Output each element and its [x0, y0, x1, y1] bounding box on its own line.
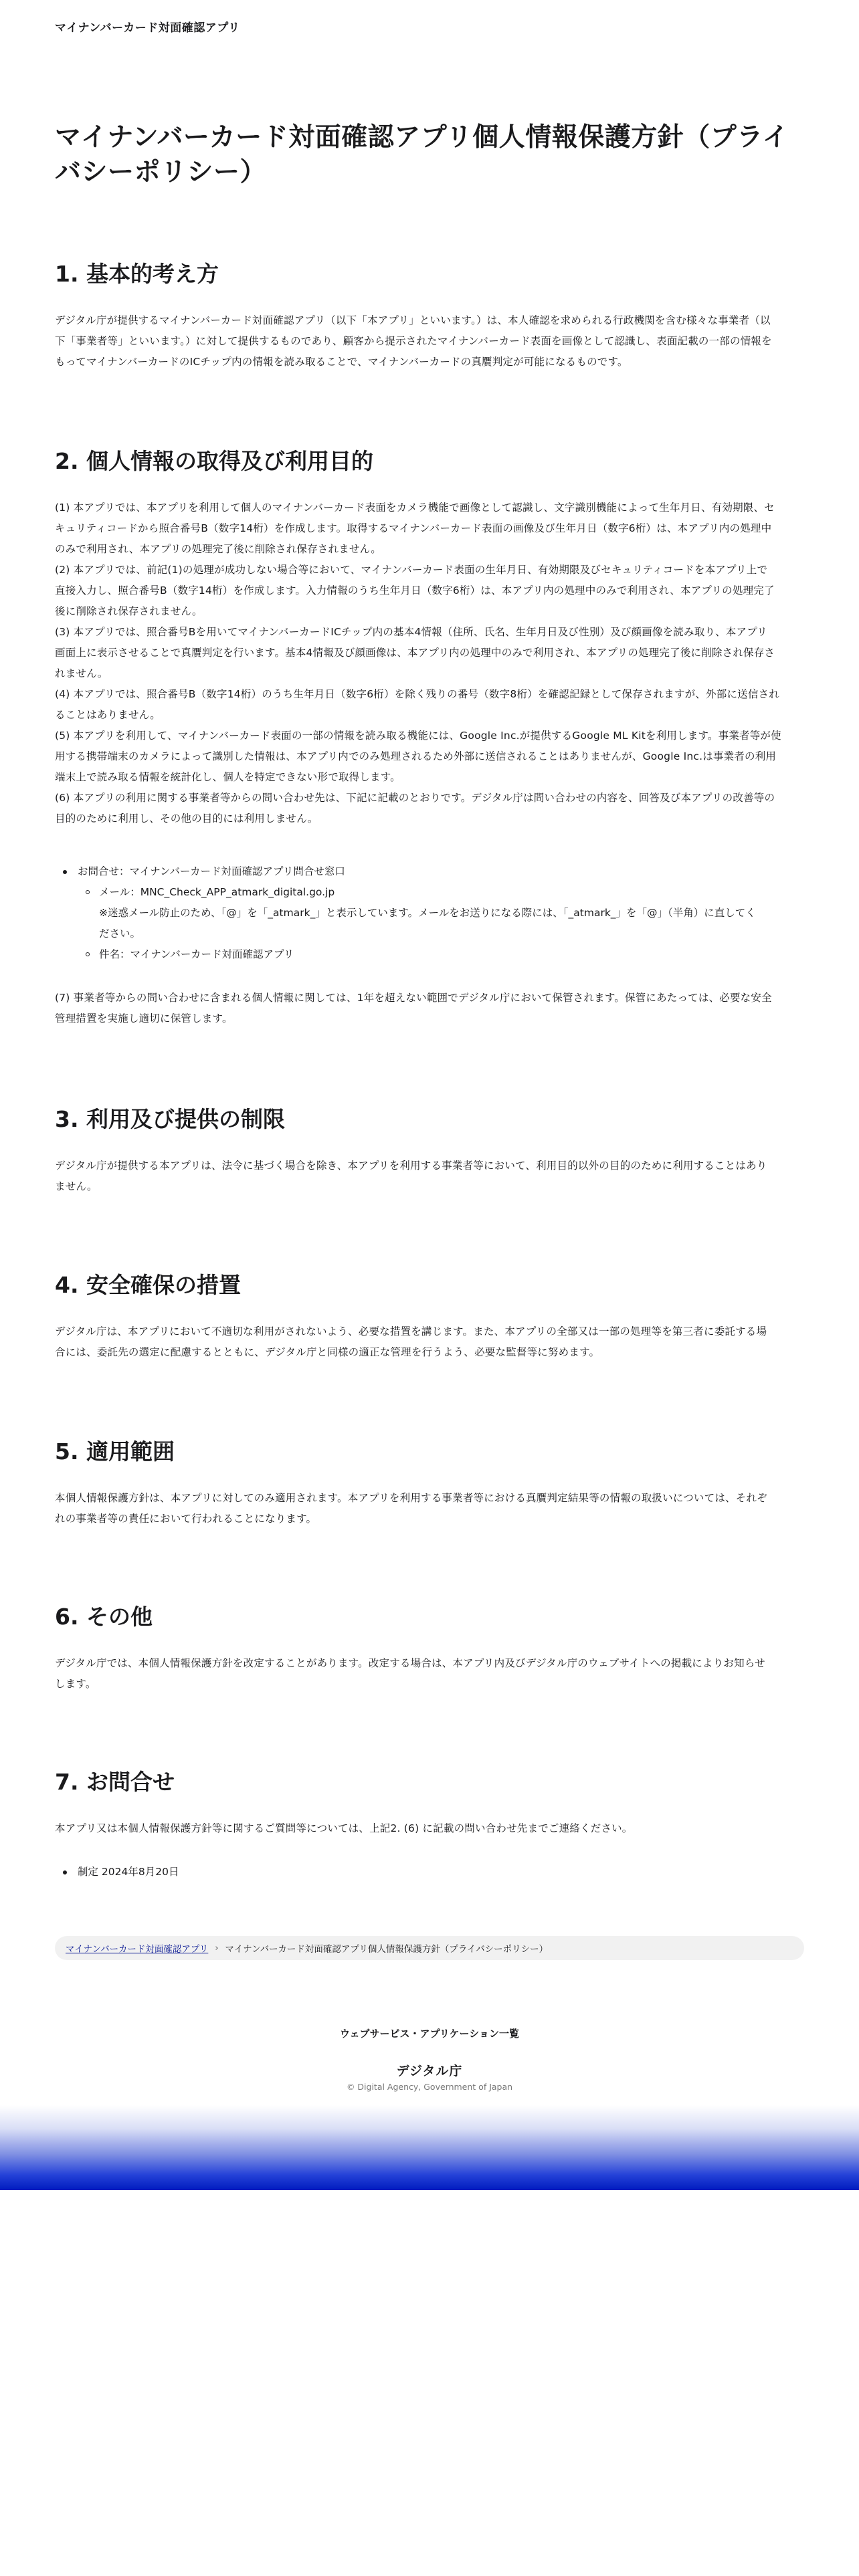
section-6-body: [55, 1653, 804, 1695]
site-header-title[interactable]: マイナンバーカード対面確認アプリ: [55, 21, 240, 35]
contact-subject: 件名：マイナンバーカード対面確認アプリ: [99, 948, 294, 960]
section-4-line: デジタル庁は、本アプリにおいて不適切な利用がされないよう、必要な措置を講じます。また、本アプリの全部又は一部の処理等を第三者に委託する場: [55, 1325, 767, 1337]
contact-email-item: [78, 882, 804, 944]
section-2-body: [55, 498, 804, 829]
section-2-line: (6) 本アプリの利用に関する事業者等からの問い合わせ先は、下記に記載のとおりです。デジタル庁は問い合わせの内容を、回答及び本アプリの改善等の: [55, 792, 775, 804]
section-2-line: 端末上で読み取る情報を統計化し、個人を特定できない形で取得します。: [55, 771, 401, 783]
section-2-line: キュリティコードから照合番号B（数字14桁）を作成します。取得するマイナンバーカード表面の画像及び生年月日（数字6桁）は、本アプリ内の処理中: [55, 522, 772, 534]
section-2-heading: 2. 個人情報の取得及び利用目的: [55, 448, 373, 474]
section-2-line: 後に削除され保存されません。: [55, 605, 203, 617]
section-4-body: [55, 1321, 804, 1363]
section-1-line: もってマイナンバーカードのICチップ内の情報を読み取ることで、マイナンバーカードの真贋判定が可能になるものです。: [55, 356, 628, 368]
section-6-line: デジタル庁では、本個人情報保護方針を改定することがあります。改定する場合は、本アプリ内及びデジタル庁のウェブサイトへの掲載によりお知らせ: [55, 1657, 765, 1669]
section-3-line: デジタル庁が提供する本アプリは、法令に基づく場合を除き、本アプリを利用する事業者等において、利用目的以外の目的のために利用することはあり: [55, 1160, 767, 1172]
section-7-line: 本アプリ又は本個人情報保護方針等に関するご質問等については、上記2. (6) に記載の問い合わせ先までご連絡ください。: [55, 1822, 633, 1834]
section-5-line: 本個人情報保護方針は、本アプリに対してのみ適用されます。本アプリを利用する事業者等における真贋判定結果等の情報の取扱いについては、それぞ: [55, 1492, 767, 1504]
section-4-line: 合には、委託先の選定に配慮するとともに、デジタル庁と同様の適正な管理を行うよう、必要な監督等に努めます。: [55, 1346, 600, 1358]
contact-label: お問合せ：マイナンバーカード対面確認アプリ問合せ窓口: [78, 865, 345, 877]
established-date: 制定 2024年8月20日: [78, 1866, 179, 1878]
contact-item: [55, 861, 804, 965]
retention-line: 管理措置を実施し適切に保管します。: [55, 1012, 233, 1025]
contact-note-line: ※迷惑メール防止のため、「@」を「_atmark_」と表示しています。メールをお送りになる際には、「_atmark_」を「@」（半角）に直してく: [99, 907, 756, 919]
section-3-body: [55, 1156, 804, 1197]
section-2-line: 目的のために利用し、その他の目的には利用しません。: [55, 813, 318, 825]
section-6-heading: 6. その他: [55, 1604, 153, 1630]
section-2-line: (2) 本アプリでは、前記(1)の処理が成功しない場合等において、マイナンバーカード表面の生年月日、有効期限及びセキュリティコードを本アプリ上で: [55, 564, 768, 576]
section-2-line: 画面上に表示させることで真贋判定を行います。基本4情報及び顔画像は、本アプリ内の処理中のみで利用され、本アプリの処理完了後に削除され保存さ: [55, 647, 775, 659]
footer-logo[interactable]: デジタル庁: [396, 2064, 463, 2078]
section-1-body: [55, 310, 804, 372]
section-5-heading: 5. 適用範囲: [55, 1438, 175, 1465]
section-2-line: のみで利用され、本アプリの処理完了後に削除され保存されません。: [55, 543, 381, 555]
section-3-line: ません。: [55, 1180, 98, 1192]
footer-copyright: © Digital Agency, Government of Japan: [346, 2082, 513, 2092]
page-title: マイナンバーカード対面確認アプリ個人情報保護方針（プライバシーポリシー）: [55, 122, 789, 187]
section-2-line: (5) 本アプリを利用して、マイナンバーカード表面の一部の情報を読み取る機能には、Google Inc.が提供するGoogle ML Kitを利用します。事業者等が使: [55, 730, 781, 742]
section-2-line: (1) 本アプリでは、本アプリを利用して個人のマイナンバーカード表面をカメラ機能で画像として認識し、文字識別機能によって生年月日、有効期限、セ: [55, 502, 775, 514]
section-2-line: (3) 本アプリでは、照合番号Bを用いてマイナンバーカードICチップ内の基本4情報（住所、氏名、生年月日及び性別）及び顔画像を読み取り、本アプリ: [55, 626, 767, 638]
established-list: [55, 1862, 804, 1883]
footer-services-link[interactable]: ウェブサービス・アプリケーション一覧: [340, 2028, 519, 2040]
established-item: [55, 1862, 804, 1883]
section-2-line: 用する携帯端末のカメラによって識別した情報は、本アプリ内でのみ処理されるため外部に送信されることはありませんが、Google Inc.は事業者の利用: [55, 750, 777, 762]
section-2-line: (4) 本アプリでは、照合番号B（数字14桁）のうち生年月日（数字6桁）を除く残りの番号（数字8桁）を確認記録として保存されますが、外部に送信され: [55, 688, 779, 700]
section-2-line: 直接入力し、照合番号B（数字14桁）を作成します。入力情報のうち生年月日（数字6桁）は、本アプリ内の処理中のみで利用され、本アプリの処理完了: [55, 584, 775, 597]
contact-email[interactable]: メール：MNC_Check_APP_atmark_digital.go.jp: [99, 886, 335, 898]
breadcrumb-home-link[interactable]: マイナンバーカード対面確認アプリ: [66, 1944, 209, 1955]
contact-sublist: [78, 882, 804, 965]
chevron-right-icon: ›: [215, 1943, 219, 1953]
footer-gradient-band: [0, 2105, 859, 2190]
retention-line: (7) 事業者等からの問い合わせに含まれる個人情報に関しては、1年を超えない範囲でデジタル庁において保管されます。保管にあたっては、必要な安全: [55, 992, 772, 1004]
section-5-body: [55, 1488, 804, 1529]
section-2-line: れません。: [55, 667, 108, 679]
breadcrumb: [55, 1936, 804, 1960]
section-1-line: 下「事業者等」といいます。）に対して提供するものであり、顧客から提示されたマイナンバーカード表面を画像として認識し、表面記載の一部の情報を: [55, 335, 772, 347]
section-4-heading: 4. 安全確保の措置: [55, 1272, 241, 1298]
section-1-line: デジタル庁が提供するマイナンバーカード対面確認アプリ（以下「本アプリ」といいます。）は、本人確認を求められる行政機関を含む様々な事業者（以: [55, 314, 771, 326]
contact-note-line: ださい。: [99, 928, 141, 940]
section-1-heading: 1. 基本的考え方: [55, 261, 219, 287]
section-5-line: れの事業者等の責任において行われることになります。: [55, 1513, 317, 1525]
section-7-body: [55, 1818, 804, 1839]
breadcrumb-current: マイナンバーカード対面確認アプリ個人情報保護方針（プライバシーポリシー）: [225, 1944, 549, 1955]
retention-paragraph: [55, 988, 804, 1029]
section-7-heading: 7. お問合せ: [55, 1769, 175, 1795]
section-3-heading: 3. 利用及び提供の制限: [55, 1106, 285, 1132]
section-2-line: ることはありません。: [55, 709, 161, 721]
section-6-line: します。: [55, 1678, 96, 1690]
contact-subject-item: [78, 944, 804, 965]
contact-list: [55, 861, 804, 965]
